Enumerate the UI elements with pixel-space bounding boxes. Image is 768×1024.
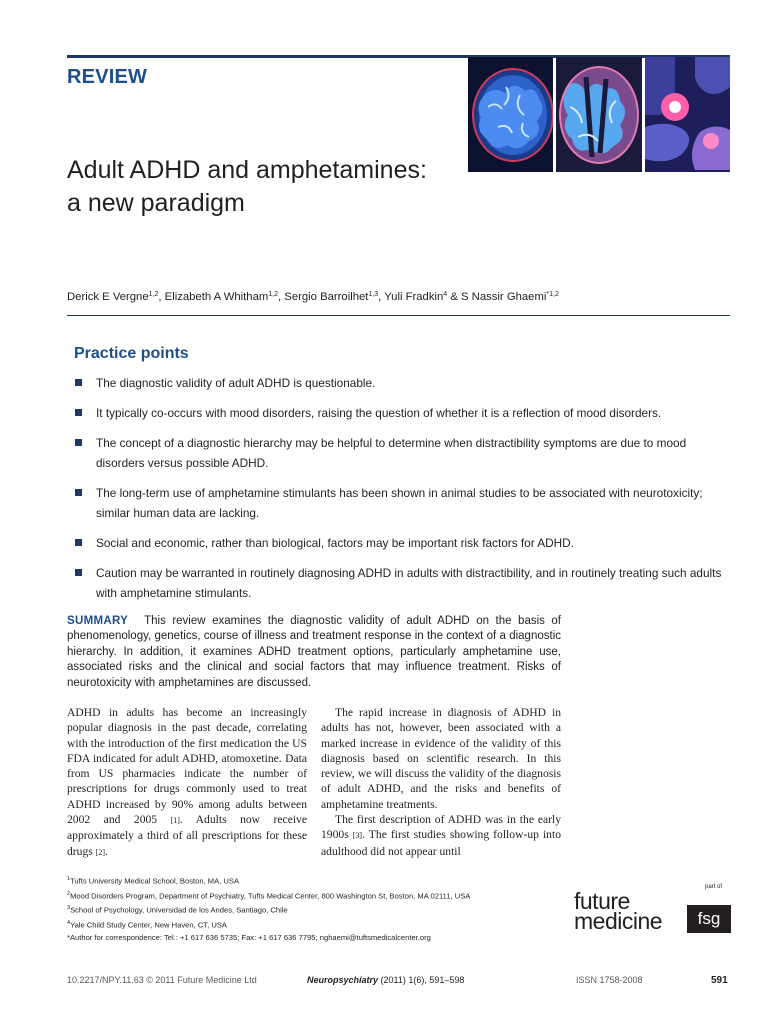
author-affiliation: 1,2 xyxy=(268,291,278,298)
footnote-text: Tufts University Medical School, Boston, MA, USA xyxy=(70,876,240,886)
brain-scan-image-2 xyxy=(556,57,642,172)
author-name: S Nassir Ghaemi xyxy=(461,291,547,303)
footer-issn: ISSN 1758-2008 xyxy=(576,975,643,985)
body-paragraph xyxy=(67,705,307,860)
practice-point-item xyxy=(74,483,724,523)
author-name: Yuli Fradkin xyxy=(384,291,444,303)
body-paragraph xyxy=(321,812,561,859)
body-text: The first description of ADHD was in the early 1900s xyxy=(321,813,561,842)
practice-point-item xyxy=(74,373,724,393)
summary-paragraph xyxy=(67,614,561,691)
body-text: ADHD in adults has become an increasingly popular diagnosis in the past decade, correlating with the introduction of the first medication the US FDA indicated for adult ADHD, atomoxetine. Data from US pharmacies indicate the number of prescriptions for drugs commonly used to treat ADHD increased by 90% among adults between 2002 and 2005 xyxy=(67,706,307,827)
footnote-text: School of Psychology, Universidad de los Andes, Santiago, Chile xyxy=(70,905,288,915)
footnote-item xyxy=(67,917,547,932)
article-title xyxy=(67,154,487,220)
affiliation-footnotes xyxy=(67,873,547,944)
practice-points-list xyxy=(74,373,724,603)
footnote-item xyxy=(67,873,547,888)
square-bullet-icon xyxy=(75,439,82,446)
footnote-marker: 2 xyxy=(67,890,71,897)
practice-point-item xyxy=(74,563,724,603)
practice-point-item xyxy=(74,403,724,423)
author-separator: , xyxy=(378,291,385,303)
footer-doi: 10.2217/NPY.11.63 © 2011 Future Medicine Ltd xyxy=(67,975,257,985)
practice-point-text: The diagnostic validity of adult ADHD is questionable. xyxy=(96,376,376,390)
title-line-2: a new paradigm xyxy=(67,189,245,217)
body-paragraph xyxy=(321,705,561,812)
footnote-marker: 4 xyxy=(67,919,71,926)
practice-point-text: It typically co-occurs with mood disorders, raising the question of whether it is a reflection of mood disorders. xyxy=(96,406,662,420)
author-separator: , xyxy=(158,291,165,303)
practice-point-text: The concept of a diagnostic hierarchy may be helpful to determine when distractibility symptoms are due to mood disorders versus possible ADHD. xyxy=(96,436,687,470)
square-bullet-icon xyxy=(75,379,82,386)
footnote-text: Yale Child Study Center, New Haven, CT, USA xyxy=(70,920,227,930)
citation-link[interactable]: [3] xyxy=(352,831,363,841)
body-column-1 xyxy=(67,705,307,860)
author-affiliation: 4 xyxy=(443,291,448,298)
body-text: . The first studies showing follow-up into adulthood did not appear until xyxy=(321,828,561,858)
author-separator: , xyxy=(278,291,285,303)
author-separator: & xyxy=(447,291,461,303)
journal-volume: (2011) 1(6), 591–598 xyxy=(378,975,465,985)
footnote-text: Mood Disorders Program, Department of Psychiatry, Tufts Medical Center, 800 Washington St, Boston, MA 02111, USA xyxy=(70,891,471,901)
author-rule xyxy=(67,315,730,316)
journal-name: Neuropsychiatry xyxy=(307,975,379,985)
footnote-item xyxy=(67,902,547,917)
author-affiliation: *1,2 xyxy=(546,291,559,298)
footnote-marker: 1 xyxy=(67,876,71,882)
author-name: Elizabeth A Whitham xyxy=(164,291,269,303)
logo-medicine: medicine xyxy=(574,908,663,934)
page-number: 591 xyxy=(711,975,728,986)
square-bullet-icon xyxy=(75,539,82,546)
practice-point-item xyxy=(74,433,724,473)
footnote-marker: 3 xyxy=(67,905,71,912)
square-bullet-icon xyxy=(75,489,82,496)
body-text: . xyxy=(105,844,108,858)
publisher-logo xyxy=(574,884,732,940)
footnote-item xyxy=(67,888,547,903)
practice-point-text: Social and economic, rather than biological, factors may be important risk factors for ADHD. xyxy=(96,536,574,550)
author-name: Sergio Barroilhet xyxy=(284,291,369,303)
title-line-1: Adult ADHD and amphetamines: xyxy=(67,156,427,184)
practice-point-text: Caution may be warranted in routinely diagnosing ADHD in adults with distractibility, and in routinely treating such adults with amphetamine stimulants. xyxy=(96,566,722,600)
practice-points-title: Practice points xyxy=(74,345,189,362)
practice-point-text: The long-term use of amphetamine stimulants has been shown in animal studies to be associated with neurotoxicity; similar human data are lacking. xyxy=(96,486,703,520)
body-column-2 xyxy=(321,705,561,859)
logo-part-of: part of xyxy=(705,884,723,890)
square-bullet-icon xyxy=(75,569,82,576)
summary-label: SUMMARY xyxy=(67,615,129,627)
citation-link[interactable]: [1] xyxy=(170,816,180,826)
header-brain-images xyxy=(468,57,730,172)
neuron-synapse-image xyxy=(645,57,730,172)
body-text: . Adults now receive approximately a third of all prescriptions for these drugs xyxy=(67,813,307,858)
correspondence-text: *Author for correspondence: Tel.: +1 617 636 5735; Fax: +1 617 636 7795; nghaemi@tuftsmedicalcenter.org xyxy=(67,933,431,943)
author-affiliation: 1,3 xyxy=(368,291,379,298)
practice-point-item xyxy=(74,533,724,553)
section-label: REVIEW xyxy=(67,66,148,88)
citation-link[interactable]: [2] xyxy=(95,847,105,857)
logo-future: future xyxy=(574,888,630,914)
summary-text: This review examines the diagnostic validity of adult ADHD on the basis of phenomenology, genetics, course of illness and treatment response in the context of a diagnostic hierarchy. In addition, it examines ADHD treatment options, particularly amphetamine use, associated risks and the clinical and social factors that may influence treatment. Risks of neurotoxicity with amphetamines are discussed. xyxy=(67,615,561,689)
footnote-item xyxy=(67,931,547,944)
square-bullet-icon xyxy=(75,409,82,416)
footer-journal xyxy=(307,975,464,985)
body-text: The rapid increase in diagnosis of ADHD in adults has not, however, been associated with a marked increase in evidence of the validity of this diagnosis based on scientific research. In this review, we will discuss the validity of the diagnosis of adult ADHD, and the risks and benefits of amphetamine treatments. xyxy=(321,706,561,811)
author-list xyxy=(67,291,559,303)
author-affiliation: 1,2 xyxy=(148,291,159,298)
author-name: Derick E Vergne xyxy=(67,291,149,303)
logo-fsg-badge: fsg xyxy=(687,905,731,933)
